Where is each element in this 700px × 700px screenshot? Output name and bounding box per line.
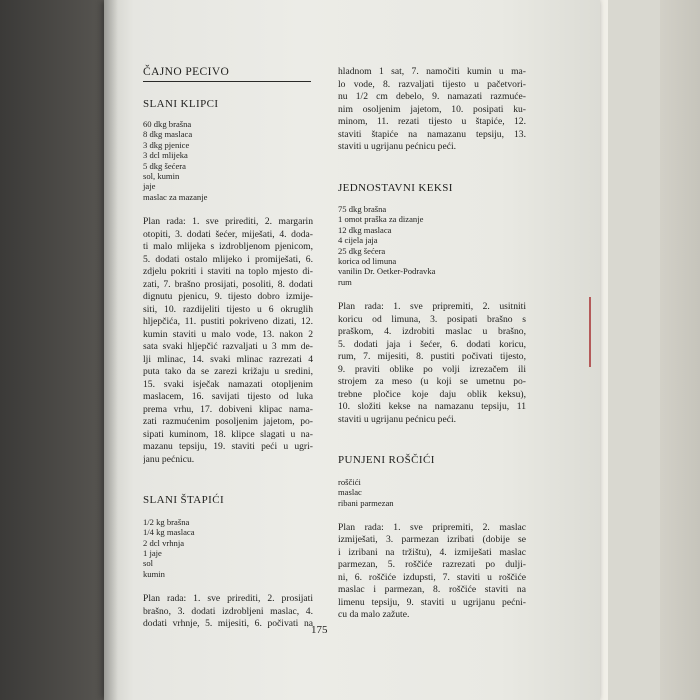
recipe-title-slani-klipci: SLANI KLIPCI <box>143 97 219 110</box>
method-line: zdjelu pokriti i staviti na toplo mjesto di- <box>143 266 313 278</box>
method-line: brašno, 3. dodati izdrobljeni maslac, 4. <box>143 605 313 617</box>
page-edge-shadow <box>660 0 700 700</box>
method-line: minom, 11. rezati tijesto u štapiće, 12. <box>338 116 526 127</box>
method-line: praškom, 4. izdrobiti maslac u brašno, <box>338 326 526 338</box>
method-line: kumin staviti u malo vode, 13. nakon 2 <box>143 328 313 340</box>
method-line: dignutu pjenicu, 9. tijesto dobro izmije- <box>143 291 313 303</box>
method-line: maslacem, 16. savijati tijesto od luka <box>143 391 313 403</box>
method-line: 9. praviti oblike po volji izrezačem ili <box>338 363 526 375</box>
ingredient: vanilin Dr. Oetker-Podravka <box>338 266 436 277</box>
method-line: hladnom 1 sat, 7. namočiti kumin u ma- <box>338 66 526 77</box>
method-line: hljepčića, 11. pustiti pokriveno dizati, 12. <box>143 316 313 328</box>
method-line: Plan rada: 1. sve pripremiti, 2. usitniti <box>338 301 526 313</box>
ingredient: 12 dkg maslaca <box>338 224 392 235</box>
method-line: Plan rada: 1. sve prirediti, 2. margarin <box>143 216 313 228</box>
method-line: sipati kuminom, 18. klipce slagati u na- <box>143 428 313 440</box>
method-slani-stapici-continued <box>338 66 526 154</box>
method-line: nu 1/2 cm debelo, 9. namazati razmuće- <box>338 91 526 102</box>
method-jednostavni-keksi <box>338 301 526 426</box>
ingredient: 75 dkg brašna <box>338 204 387 214</box>
ingredient: 1 jaje <box>143 547 162 558</box>
ingredient: 1 omot praška za dizanje <box>338 214 424 225</box>
method-line: siti, 10. razdijeliti tijesto u 6 okruglih <box>143 303 313 315</box>
method-line: dodati vrhnje, 5. mijesiti, 6. počivati na <box>143 618 313 630</box>
method-slani-klipci <box>143 216 313 466</box>
method-line: ti malo mlijeka s izdrobljenom pjenicom, <box>143 241 313 253</box>
ingredient-list-slani-klipci <box>143 119 313 202</box>
ingredient: jaje <box>143 181 156 192</box>
method-line: maslac i parmezan, 8. roščiće staviti na <box>338 584 526 596</box>
method-punjeni-roscici <box>338 522 526 622</box>
method-line: prema vrhu, 17. dobiveni klipac nama- <box>143 403 313 415</box>
method-line: nim osoljenim jajetom, 10. posipati ku- <box>338 103 526 115</box>
bookmark-ribbon <box>589 297 591 367</box>
book-spine-shadow <box>104 0 118 700</box>
ingredient: 2 dcl vrhnja <box>143 537 185 548</box>
ingredient: sol, kumin <box>143 171 180 182</box>
chapter-title: ČAJNO PECIVO <box>143 66 230 78</box>
recipe-title-slani-stapici: SLANI ŠTAPIĆI <box>143 494 225 507</box>
method-line: zati, 7. brašno prosijati, posoliti, 8. dodati <box>143 278 313 290</box>
method-line: strojem za meso (u koji se umetnu po- <box>338 376 526 388</box>
ingredient: 60 dkg brašna <box>143 119 192 129</box>
ingredient: 4 cijela jaja <box>338 235 378 246</box>
method-line: mazanu tepsiju, 19. staviti peći u ugri- <box>143 441 313 453</box>
ingredient: 8 dkg maslaca <box>143 129 193 140</box>
method-line: izmiješati, 3. parmezan izribati (dobije se <box>338 534 526 546</box>
method-line: staviti u ugrijanu pećnicu peći. <box>338 141 457 152</box>
right-column <box>338 66 526 622</box>
ingredient: 1/4 kg maslaca <box>143 527 195 538</box>
ingredient: 3 dcl mlijeka <box>143 150 188 161</box>
recipe-title-jednostavni-keksi: JEDNOSTAVNI KEKSI <box>338 181 453 194</box>
ingredient: 25 dkg šećera <box>338 245 386 256</box>
method-line: cu da malo zažute. <box>338 609 410 621</box>
title-rule <box>143 81 311 82</box>
method-line: staviti u ugrijanu pećnicu peći. <box>338 413 457 425</box>
method-line: puta tako da se zarezi križaju u sredini, <box>143 366 313 378</box>
ingredient-list-punjeni-roscici <box>338 477 526 508</box>
ingredient-list-jednostavni-keksi <box>338 204 526 287</box>
ingredient: roščići <box>338 476 361 487</box>
ingredient: 1/2 kg brašna <box>143 516 190 527</box>
method-line: trebne pločice koje daju oblik keksu), <box>338 388 526 400</box>
method-line: sata svaki hljepčić razvaljati u 3 mm de- <box>143 341 313 353</box>
ingredient: rum <box>338 276 352 287</box>
method-line: Plan rada: 1. sve prirediti, 2. prosijati <box>143 593 313 605</box>
method-line: otopiti, 3. dodati šećer, miješati, 4. doda- <box>143 228 313 240</box>
ingredient: kumin <box>143 568 165 579</box>
method-line: 5. dodati ostalo mlijeko i promiješati, 6. <box>143 253 313 265</box>
ingredient: maslac za mazanje <box>143 191 208 202</box>
ingredient: korica od limuna <box>338 256 397 267</box>
method-line: staviti štapiće na namazanu tepsiju, 13. <box>338 128 526 140</box>
method-line: janu pećnicu. <box>143 453 195 465</box>
method-line: zati razmućenim posoljenim jajetom, po- <box>143 416 313 428</box>
ingredient-list-slani-stapici <box>143 517 313 579</box>
ingredient: sol <box>143 558 154 569</box>
left-column <box>143 66 313 631</box>
next-page-edge <box>598 0 700 700</box>
ingredient: 5 dkg šećera <box>143 160 186 171</box>
method-line: i izribani na tržištu), 4. izmiješati maslac <box>338 546 526 558</box>
ingredient: 3 dkg pjenice <box>143 139 190 150</box>
recipe-title-punjeni-roscici: PUNJENI ROŠČIĆI <box>338 454 435 467</box>
method-line: 15. svaki isječak namazati otopljenim <box>143 378 313 390</box>
method-line: limenu tepsiju, 9. staviti u ugrijanu pećni- <box>338 596 526 608</box>
method-line: lji mlinac, 14. svaki mlinac razrezati 4 <box>143 353 313 365</box>
method-line: 5. dodati jaja i šećer, 6. dodati koricu, <box>338 338 526 350</box>
method-line: 10. složiti kekse na namazanu tepsiju, 11 <box>338 401 526 413</box>
method-line: rum, 7. mijesiti, 8. pustiti počivati tijesto, <box>338 351 526 363</box>
method-line: koricu od limuna, 3. posipati brašno s <box>338 313 526 325</box>
ingredient: ribani parmezan <box>338 497 394 508</box>
method-slani-stapici <box>143 593 313 631</box>
method-line: parmezan, 5. roščiće razrezati po dulji- <box>338 559 526 571</box>
method-line: ni, 6. roščiće izdupsti, 7. staviti u roščiće <box>338 571 526 583</box>
method-line: lo vode, 8. razvaljati tijesto u pačetvori- <box>338 78 526 90</box>
page-number: 175 <box>311 624 328 636</box>
ingredient: maslac <box>338 487 362 498</box>
method-line: Plan rada: 1. sve pripremiti, 2. maslac <box>338 521 526 533</box>
